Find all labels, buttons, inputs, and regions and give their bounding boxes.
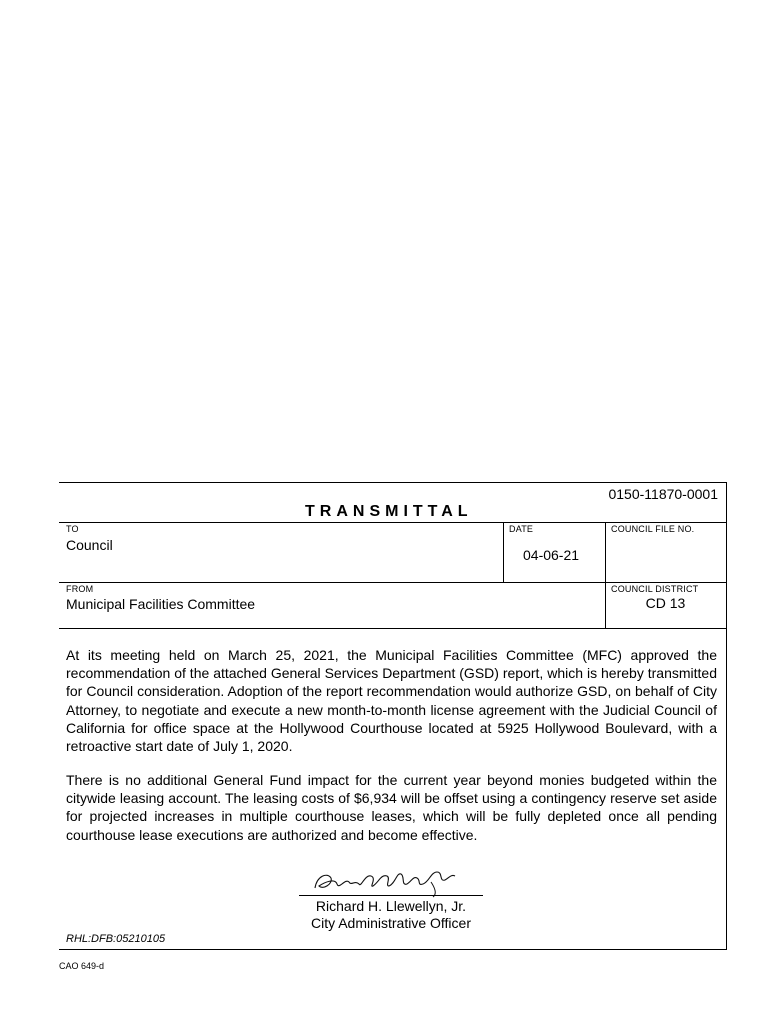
from-value: Municipal Facilities Committee	[66, 596, 256, 612]
date-left-divider	[503, 522, 504, 582]
signer-name: Richard H. Llewellyn, Jr.	[315, 898, 467, 914]
row1-top-divider	[59, 522, 726, 523]
row2-top-divider	[59, 582, 726, 583]
file-number: 0150-11870-0001	[608, 486, 718, 502]
body-paragraph-1: At its meeting held on March 25, 2021, the Municipal Facilities Committee (MFC) approved the recommendation of the attached General Services Department (GSD) report, which is hereby transmitted for Council consideration. Adoption of the report recommendation would authorize GSD, on behalf of City Attorney, to negotiate and execute a new month-to-month license agreement with the Judicial Council of California for office space at the Hollywood Courthouse located at 5925 Hollywood Boulevard, with a retroactive start date of July 1, 2020.	[66, 647, 717, 755]
transmittal-title: TRANSMITTAL	[305, 503, 473, 520]
signer-title: City Administrative Officer	[310, 915, 471, 931]
to-label: TO	[66, 524, 79, 534]
reference-code: RHL:DFB:05210105	[66, 933, 166, 945]
date-label: DATE	[509, 524, 534, 534]
handwritten-signature	[311, 864, 461, 898]
council-file-label: COUNCIL FILE NO.	[611, 524, 695, 534]
body-top-divider	[59, 628, 726, 629]
council-file-left-divider	[605, 522, 606, 628]
to-value: Council	[66, 537, 113, 553]
form-id: CAO 649-d	[59, 961, 105, 971]
council-district-value: CD 13	[645, 595, 686, 611]
from-label: FROM	[66, 584, 94, 594]
date-value: 04-06-21	[523, 547, 580, 563]
transmittal-form	[59, 482, 727, 950]
signature-line	[299, 895, 483, 896]
body-paragraph-2: There is no additional General Fund impact for the current year beyond monies budgeted within the citywide leasing account. The leasing costs of $6,934 will be offset using a contingency reserve set aside for projected increases in multiple courthouse leases, which will be fully depleted once all pending courthouse lease executions are authorized and become effective.	[66, 772, 717, 843]
council-district-label: COUNCIL DISTRICT	[611, 584, 699, 594]
